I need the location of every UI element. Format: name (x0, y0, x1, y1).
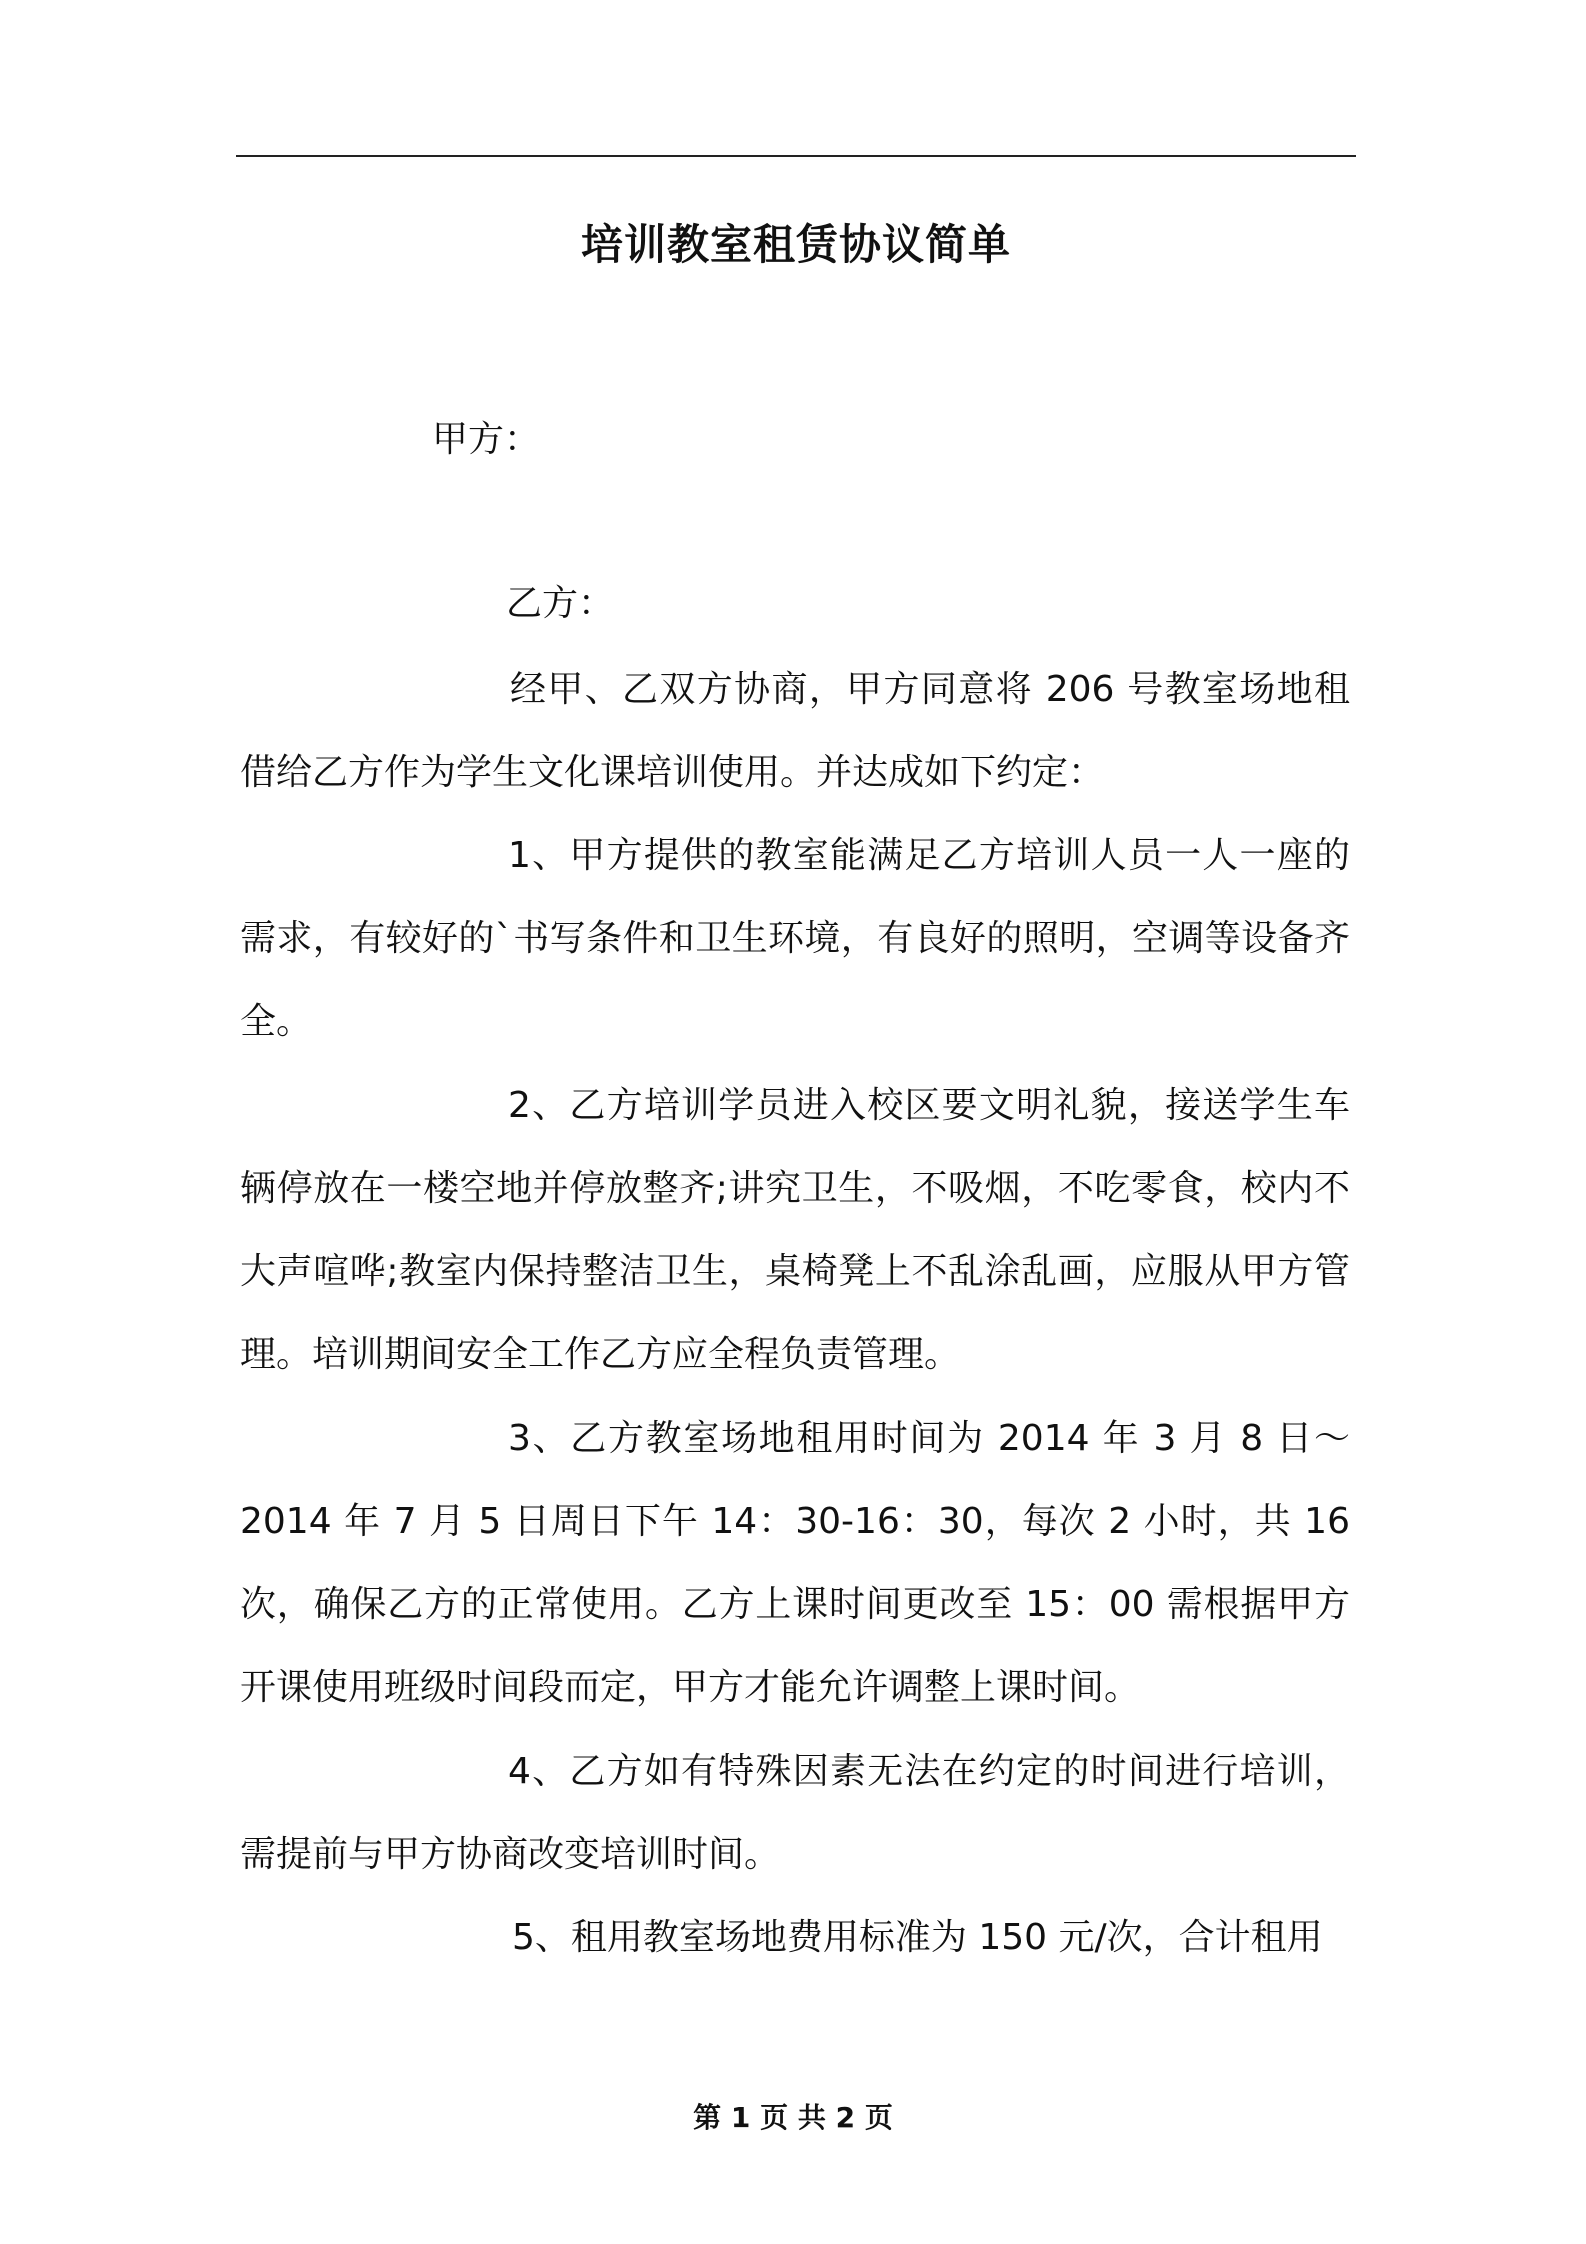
clause-1-paragraph: 1、甲方提供的教室能满足乙方培训人员一人一座的需求，有较好的`书写条件和卫生环境，有良好的照明，空调等设备齐全。 (240, 835, 1350, 1042)
intro-paragraph: 经甲、乙双方协商，甲方同意将 206 号教室场地租借给乙方作为学生文化课培训使用。并达成如下约定： (240, 669, 1350, 793)
page-footer: 第 1 页 共 2 页 (693, 2101, 893, 2134)
party-b-label: 乙方： (506, 583, 615, 624)
clause-5-paragraph: 5、租用教室场地费用标准为 150 元/次，合计租用 (512, 1917, 1323, 1958)
party-a-label: 甲方： (432, 419, 541, 460)
clause-4-paragraph: 4、乙方如有特殊因素无法在约定的时间进行培训，需提前与甲方协商改变培训时间。 (240, 1751, 1350, 1875)
clause-3-paragraph: 3、乙方教室场地租用时间为 2014 年 3 月 8 日～2014 年 7 月 5 日周日下午 14：30-16：30，每次 2 小时，共 16 次，确保乙方的正常使用。乙方上课时间更改至 15：00 需根据甲方开课使用班级时间段而定，甲方才能允许调整上课时间。 (240, 1418, 1350, 1708)
header-rule (236, 155, 1356, 157)
clause-2-paragraph: 2、乙方培训学员进入校区要文明礼貌，接送学生车辆停放在一楼空地并停放整齐;讲究卫生，不吸烟，不吃零食，校内不大声喧哗;教室内保持整洁卫生，桌椅凳上不乱涂乱画，应服从甲方管理。培训期间安全工作乙方应全程负责管理。 (240, 1085, 1350, 1375)
document-title: 培训教室租赁协议简单 (580, 220, 1011, 269)
